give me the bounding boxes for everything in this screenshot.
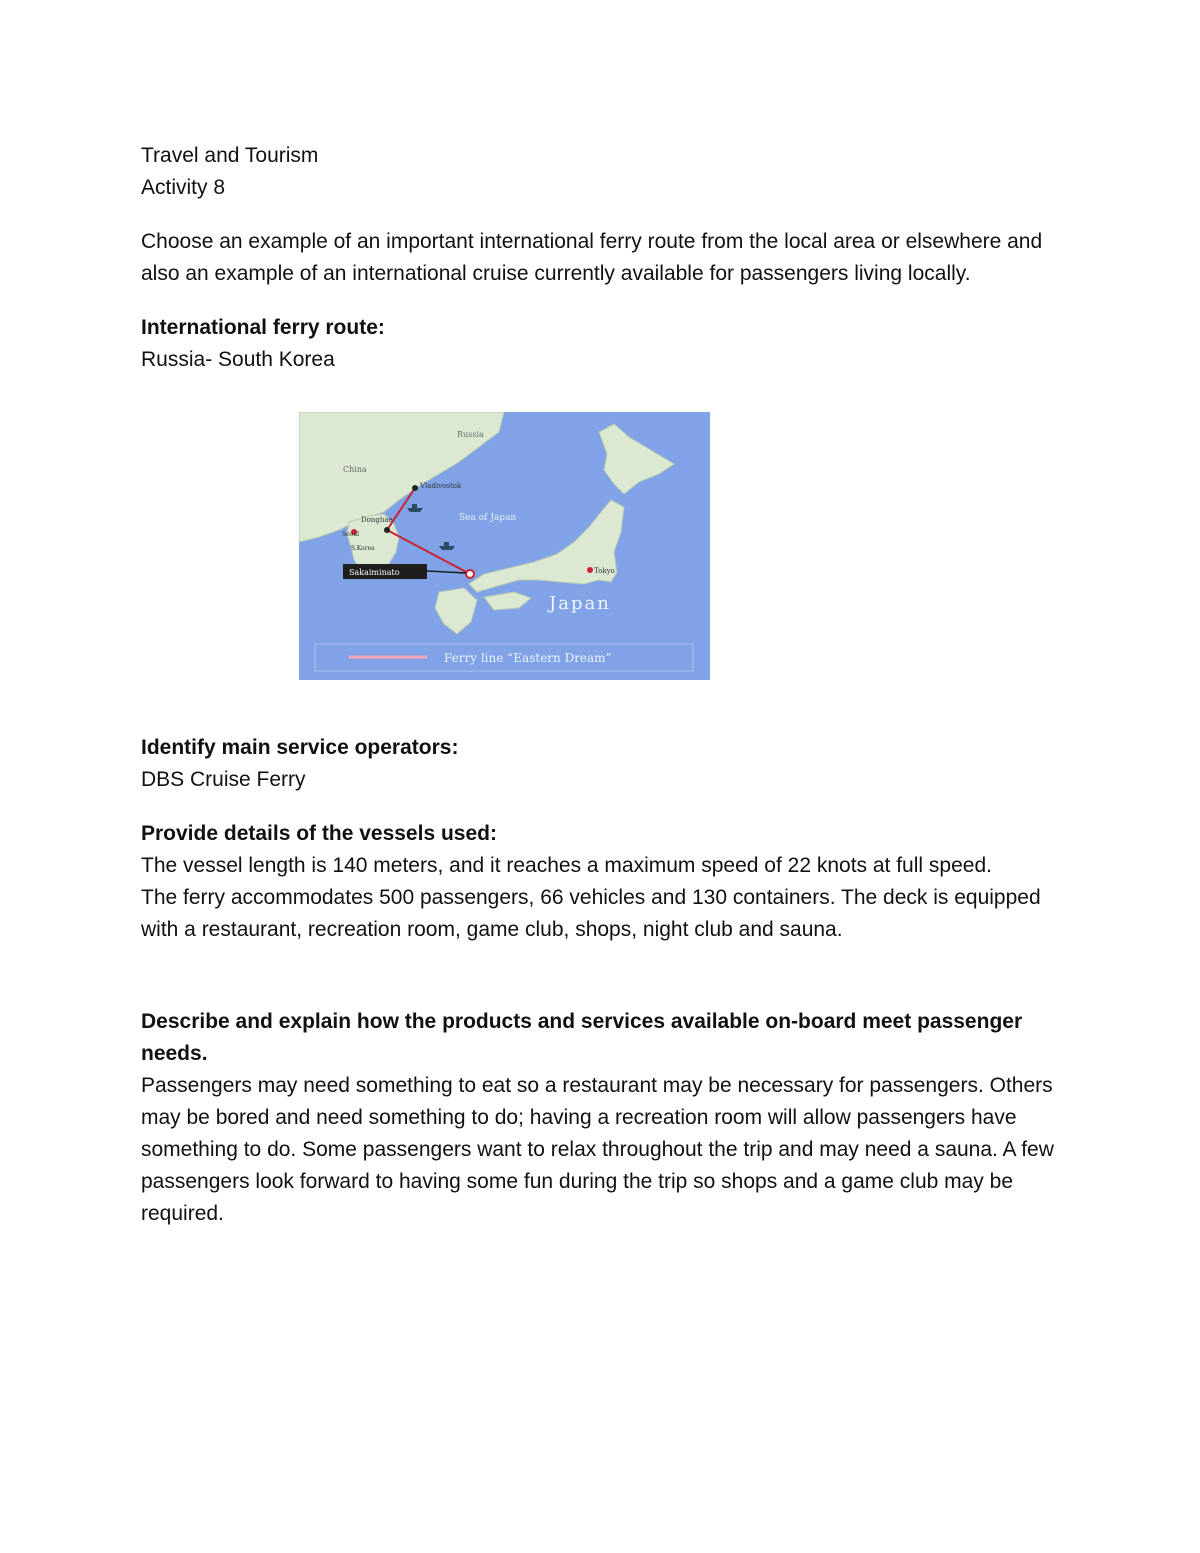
vessels-heading: Provide details of the vessels used: [141,822,497,845]
document-body [141,140,1071,1230]
intro-paragraph: Choose an example of an important international ferry route from the local area or elsewhere and also an example of an international cruise currently available for passengers living locally. [141,230,1043,285]
label-seoul: Seoul [342,531,360,538]
needs-heading: Describe and explain how the products and services available on-board meet passenger needs. [141,1010,1023,1065]
ferry-route-map [299,412,710,680]
vessels-line-1: The vessel length is 140 meters, and it reaches a maximum speed of 22 knots at full speed. [141,854,992,877]
label-sea: Sea of Japan [459,513,517,523]
operators-heading: Identify main service operators: [141,736,459,759]
operators-value: DBS Cruise Ferry [141,768,306,791]
label-japan: Japan [549,593,611,614]
label-vladivostok: Vladivostok [420,482,462,490]
port-vladivostok-marker [412,485,418,491]
needs-body: Passengers may need something to eat so a restaurant may be necessary for passengers. Others may be bored and need something to do; having a recreation room will allow passengers have something to do. Some passengers want to relax throughout the trip and may need a sauna. A few passengers look forward to having some fun during the trip so shops and a game club may be required. [141,1074,1054,1225]
label-donghae: Donghae [361,516,393,524]
port-donghae-marker [384,527,390,533]
label-russia: Russia [457,430,484,439]
port-tokyo-marker [587,567,593,573]
label-sakaiminato: Sakaiminato [349,568,400,577]
route-value: Russia- South Korea [141,348,335,371]
route-heading: International ferry route: [141,316,385,339]
port-sakaiminato-marker [466,570,474,578]
label-tokyo: Tokyo [594,567,615,575]
map-legend-text: Ferry line “Eastern Dream” [444,651,612,665]
activity-title: Activity 8 [141,176,226,199]
label-south-korea: S.Korea [351,545,375,552]
vessels-line-2: The ferry accommodates 500 passengers, 66 vehicles and 130 containers. The deck is equipped with a restaurant, recreation room, game club, shops, night club and sauna. [141,886,1041,941]
subject-title: Travel and Tourism [141,144,319,167]
label-china: China [343,465,367,474]
